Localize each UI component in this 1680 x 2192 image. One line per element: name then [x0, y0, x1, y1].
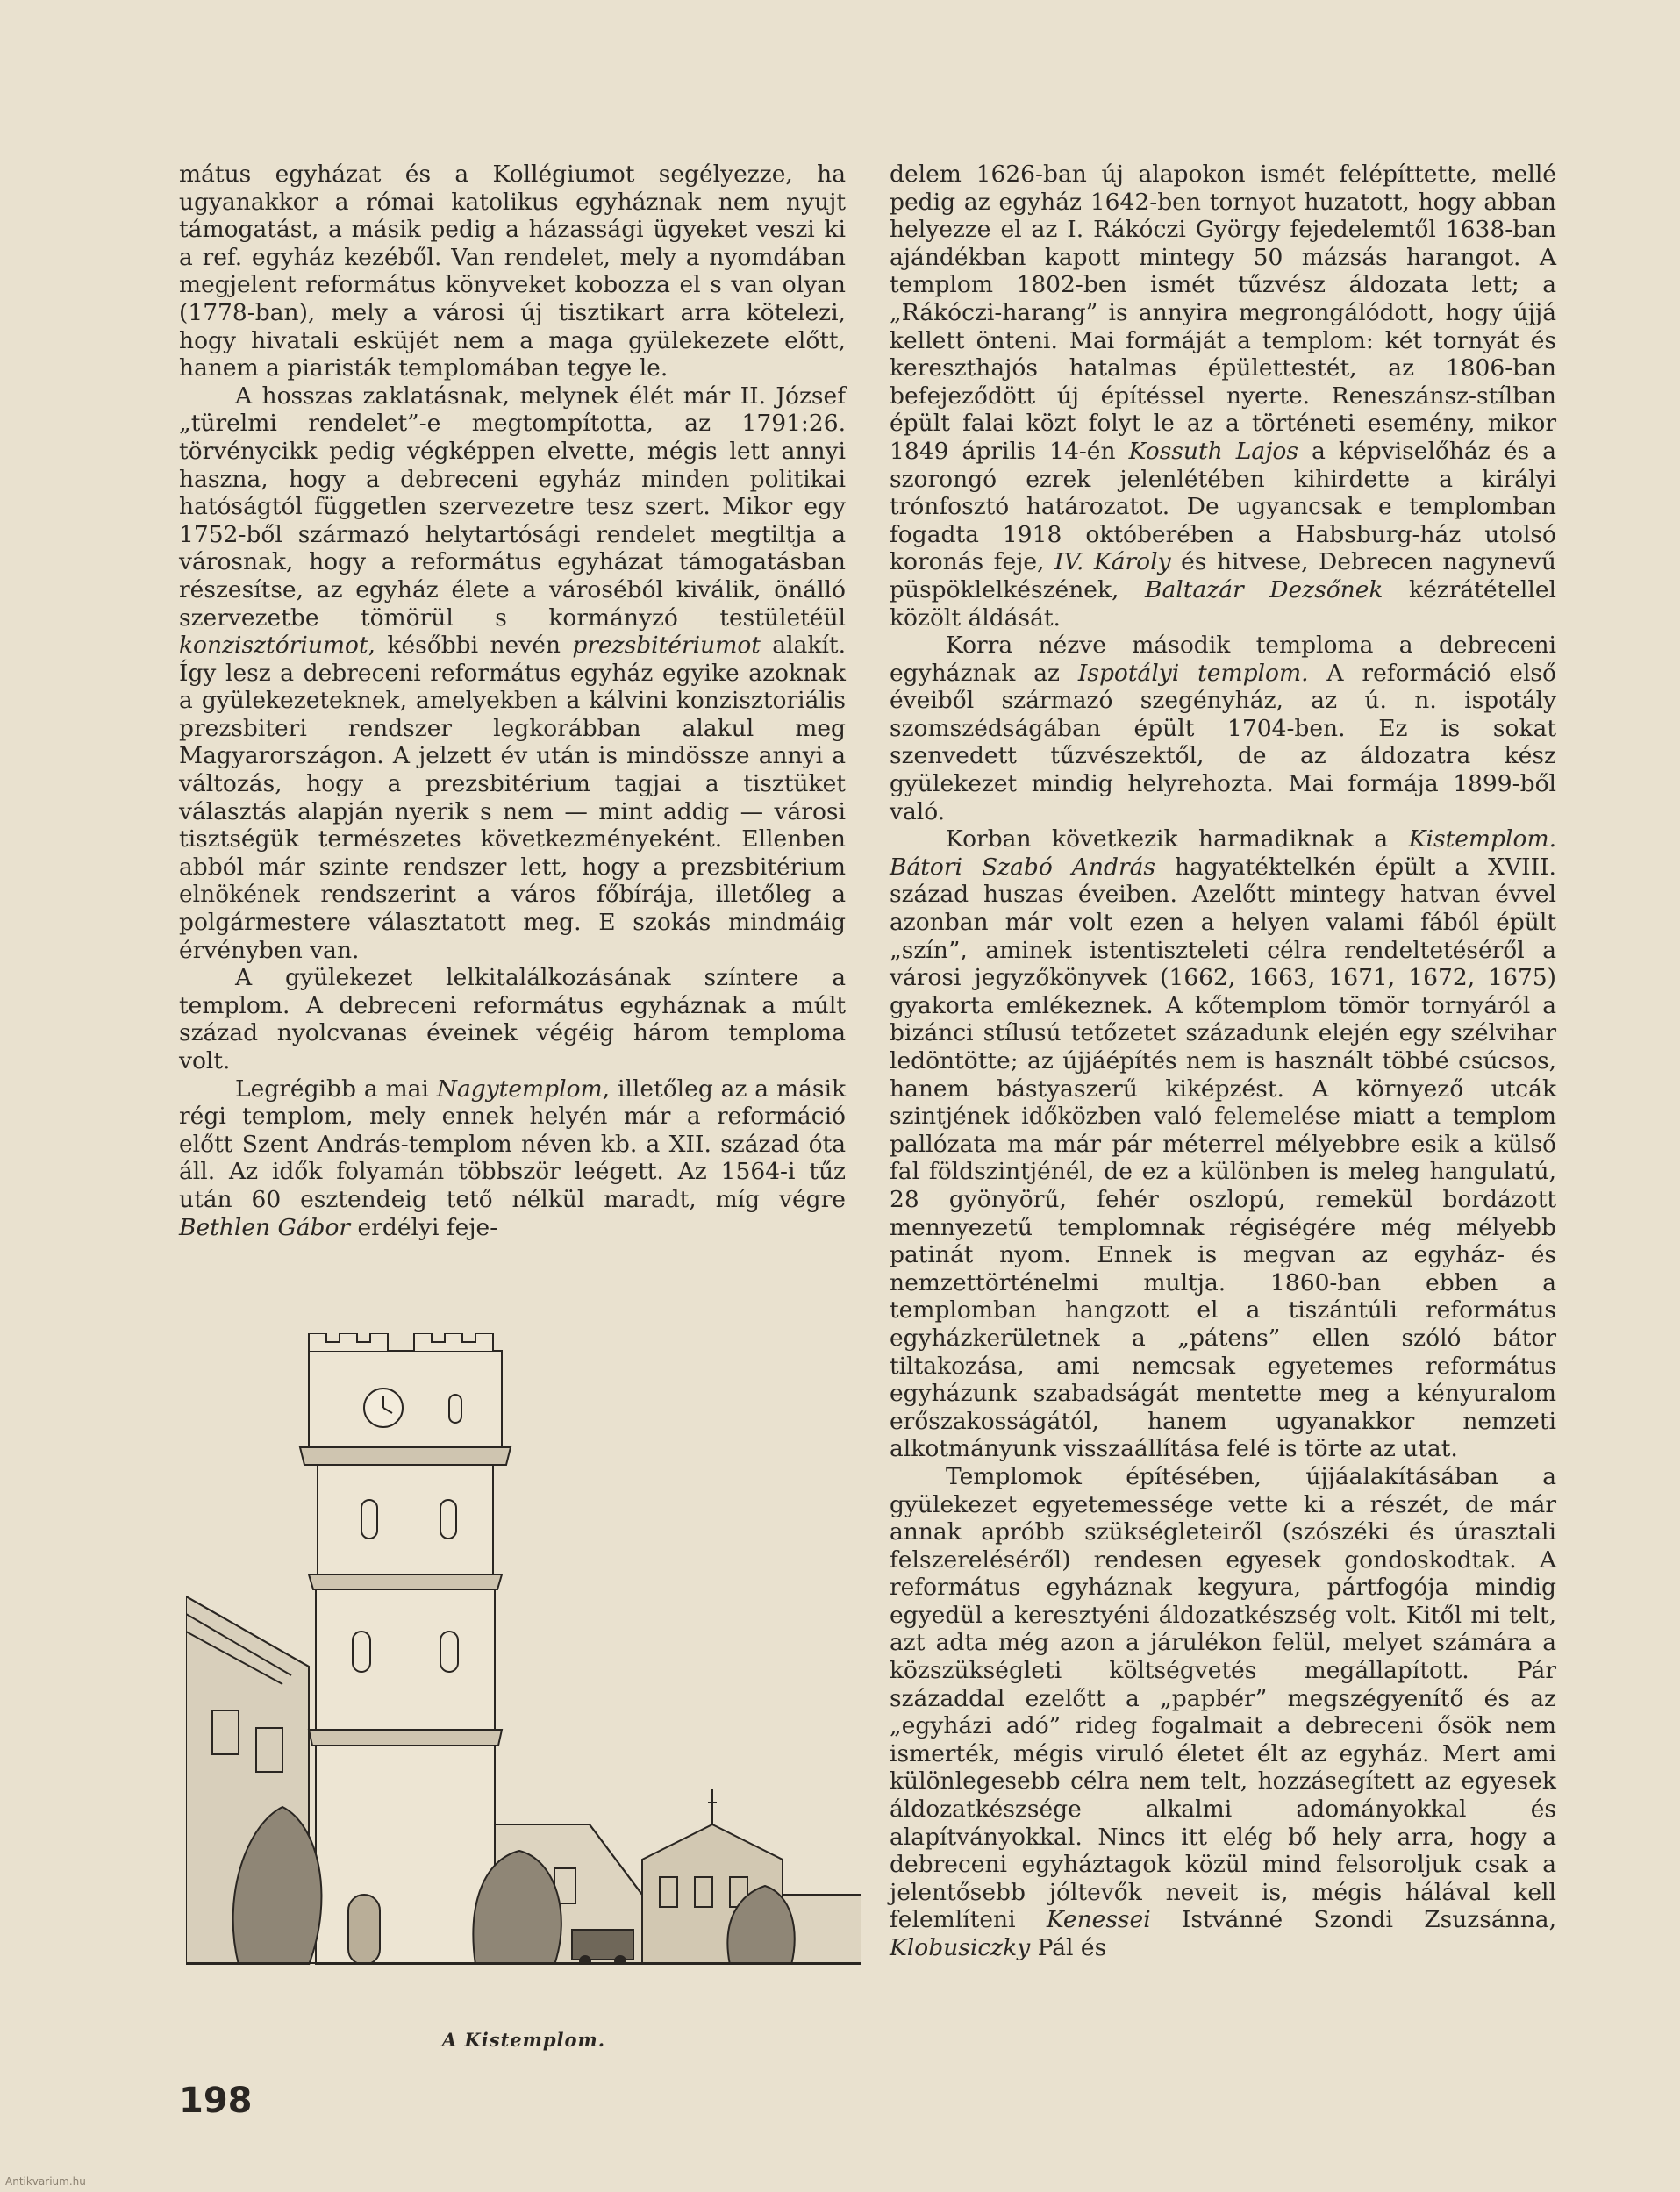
- right-paragraph-2: Korra nézve második temploma a debreceni egyháznak az Ispotályi templom. A reformáció első éveiből származó szegényház, az ú. n. ispotály szomszédságában épült 1704-ben. Ez is sokat szenvedett tűzvészektől, de az áldozatra kész gyülekezet mindig helyrehozta. Mai formája 1899-ből való.: [890, 632, 1556, 825]
- watermark: Antikvarium.hu: [5, 2175, 86, 2188]
- figure-caption: A Kistemplom.: [441, 2029, 606, 2051]
- left-column: [179, 161, 846, 1241]
- left-paragraph-1: mátus egyházat és a Kollégiumot segélyezze, ha ugyanakkor a római katolikus egyháznak nem nyujt támogatást, a másik pedig a házassági ügyeket veszi ki a ref. egyház kezéből. Van rendelet, mely a nyomdában megjelent református könyveket kobozza el s van olyan (1778-ban), mely a városi új tisztikart arra kötelezi, hogy hivatali esküjét nem a maga gyülekezete előtt, hanem a piaristák templomában tegye le.: [179, 161, 846, 382]
- left-paragraph-2: A hosszas zaklatásnak, melynek élét már II. József „türelmi rendelet”-e megtompította, az 1791:26. törvénycikk pedig végképpen elvette, mégis lett annyi haszna, hogy a debreceni egyház minden politikai hatóságtól független szervezetre tesz szert. Mikor egy 1752-ből származó helytartósági rendelet megtiltja a városnak, hogy a református egyházat támogatásban részesítse, az egyház élete a városéból kiválik, önálló szervezetbe tömörül s kormányzó testületéül konzisztóriumot, későbbi nevén prezsbitériumot alakít. Így lesz a debreceni református egyház egyike azoknak a gyülekezeteknek, amelyekben a kálvini konzisztoriális prezsbiteri rendszer legkorábban alakul meg Magyarországon. A jelzett év után is mindössze annyi a változás, hogy a prezsbitérium tagjai a tisztüket választás alapján nyerik s nem — mint addig — városi tisztségük természetes következményeként. Ellenben abból már szinte rendszer lett, hogy a prezsbitérium elnökének rendszerint a város főbírája, illetőleg a polgármestere választatott meg. E szokás mindmáig érvényben van.: [179, 382, 846, 964]
- right-paragraph-1: delem 1626-ban új alapokon ismét felépíttette, mellé pedig az egyház 1642-ben tornyot huzatott, hogy abban helyezze el az I. Rákóczi György fejedelemtől 1638-ban ajándékban kapott mintegy 50 mázsás harangot. A templom 1802-ben ismét tűzvész áldozata lett; a „Rákóczi-harang” is annyira megrongálódott, hogy újjá kellett önteni. Mai formáját a templom: két tornyát és kereszthajós hatalmas épülettestét, az 1806-ban befejeződött új építéssel nyerte. Reneszánsz-stílban épült falai közt folyt le az a történeti esemény, mikor 1849 április 14-én Kossuth Lajos a képviselőház és a szorongó ezrek jelenlétében kihirdette a királyi trónfosztó határozatot. De ugyancsak e templomban fogadta 1918 októberében a Habsburg-ház utolsó koronás feje, IV. Károly és hitvese, Debrecen nagynevű püspöklelkészének, Baltazár Dezsőnek kézrátétellel közölt áldását.: [890, 161, 1557, 632]
- right-paragraph-3: Korban következik harmadiknak a Kistemplom. Bátori Szabó András hagyatéktelkén épült a XVIII. század huszas éveiben. Azelőtt mintegy hatvan évvel azonban már volt ezen a helyen valami fából épült „szín”, aminek istentiszteleti célra rendeltetéséről a városi jegyzőkönyvek (1662, 1663, 1671, 1672, 1675) gyakorta emlékeznek. A kőtemplom tömör tornyáról a bizánci stílusú tetőzetet századunk elején egy szélvihar ledöntötte; az újjáépítés nem is használt többé csúcsos, hanem bástyaszerű kiképzést. A környező utcák szintjének időközben való felemelése miatt a templom pallózata ma már pár méterrel mélyebbre esik a külső fal földszintjénél, de ez a különben is meleg hangulatú, 28 gyönyörű, fehér oszlopú, remekül bordázott mennyezetű templomnak régiségére még mélyebb patinát nyom. Ennek is megvan az egyház- és nemzettörténelmi multja. 1860-ban ebben a templomban hangzott el a tiszántúli református egyházkerületnek a „pátens” ellen szóló bátor tiltakozása, ami nemcsak egyetemes református egyházunk szabadságát mentette meg a kényuralom erőszakosságától, hanem ugyanakkor nemzeti alkotmányunk visszaállítása felé is törte az utat.: [890, 825, 1556, 1463]
- left-paragraph-3: A gyülekezet lelkitalálkozásának színtere a templom. A debreceni református egyháznak a múlt század nyolcvanas éveinek végéig három temploma volt.: [179, 964, 846, 1075]
- left-paragraph-4: Legrégibb a mai Nagytemplom, illetőleg az a másik régi templom, mely ennek helyén már a reformáció előtt Szent András-templom néven kb. a XII. század óta áll. Az idők folyamán többször leégett. Az 1564-i tűz után 60 esztendeig tető nélkül maradt, míg végre Bethlen Gábor erdélyi feje-: [179, 1075, 847, 1241]
- right-column: [890, 161, 1556, 1962]
- church-drawing: [186, 1333, 861, 1965]
- kistemplom-illustration: [186, 1333, 861, 2000]
- right-paragraph-4: Templomok építésében, újjáalakításában a gyülekezet egyetemessége vette ki a részét, de már annak apróbb szükségleteiről (szószéki és úrasztali felszereléséről) rendesen egyesek gondoskodtak. A református egyháznak kegyura, pártfogója mindig egyedül a keresztyéni áldozatkészség volt. Kitől mi telt, azt adta még azon a járulékon felül, melyet számára a közszükségleti költségvetés megállapított. Pár századdal ezelőtt a „papbér” megszégyenítő és az „egyházi adó” rideg fogalmait a debreceni ősök nem ismerték, mégis viruló életet élt az egyház. Mert ami különlegesebb célra nem telt, hozzásegített az egyesek áldozatkészsége alkalmi adományokkal és alapítványokkal. Nincs itt elég bő hely arra, hogy a debreceni egyháztagok közül mind felsoroljuk csak a jelentősebb jóltevők neveit is, mégis hálával kell felemlíteni Kenessei Istvánné Szondi Zsuzsánna, Klobusiczky Pál és: [890, 1462, 1556, 1961]
- page-number: 198: [179, 2081, 253, 2121]
